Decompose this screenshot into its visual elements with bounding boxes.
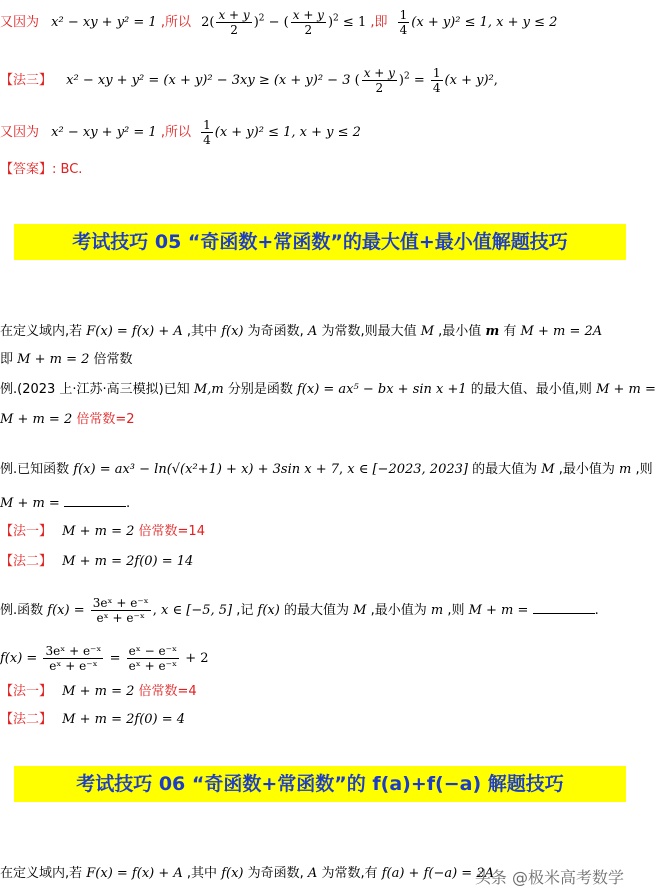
sol-den-1: eˣ + e⁻ˣ [49, 659, 98, 673]
constraint-expr: x² − xy + y² = 1 [51, 15, 157, 30]
text: 的最大值为 [283, 603, 349, 618]
method3-expr: x² − xy + y² = (x + y)² − 3xy ≥ (x + y)² − 3 [66, 73, 351, 88]
text: 分别是函数 [227, 382, 293, 397]
math-m: m [619, 462, 632, 477]
quarter-fraction: $\frac{1}{4}$ [399, 8, 408, 37]
math-F: F(x) = f(x) + A [86, 866, 183, 881]
body06-p1 [0, 864, 494, 884]
math-m: m [485, 324, 500, 339]
text: ,最小值 [438, 324, 482, 339]
ineq-rhs: ≤ 1 [342, 15, 367, 30]
math-A: A [307, 324, 318, 339]
example-3-method2 [0, 710, 185, 730]
math-eq: M + m = 2A [520, 324, 603, 339]
math-eq: f(a) + f(−a) = 2A [381, 866, 494, 881]
math-func: f(x) = ax⁵ − bx + sin x +1 [296, 382, 467, 397]
math-eq: M + m = 2f(0) = 14 [62, 554, 194, 569]
section-06-banner: 考试技巧 06 “奇函数+常函数”的 f(a)+f(−a) 解题技巧 [14, 766, 626, 802]
so-label: ,所以 [160, 15, 191, 30]
text: 即 [0, 352, 14, 367]
math-eq: M + m = 2 [0, 412, 73, 427]
math-A: A [307, 866, 318, 881]
text: ,则 [635, 462, 653, 477]
answer-blank [64, 494, 126, 507]
example-2: 例.已知函数 f(x) = ax³ − ln(√(x²+1) + x) + 3sin x + 7, x ∈ [−2023, 2023] 的最大值为 M ,最小值为 m ,则 [0, 462, 653, 477]
text: 在定义域内,若 [0, 324, 83, 339]
text: ,最小值为 [370, 603, 427, 618]
answer-label: 【答案】: [0, 162, 57, 177]
example-1 [0, 380, 656, 400]
text: 例.函数 [0, 603, 44, 618]
math-question: M + m = [0, 496, 60, 511]
equals: = [109, 651, 121, 666]
example-2-question: M + m = . [0, 496, 131, 511]
text: 例.(2023 上·江苏·高三模拟)已知 [0, 382, 190, 397]
result-expr-2: (x + y)² ≤ 1, x + y ≤ 2 [214, 125, 361, 140]
math-M: M [353, 603, 367, 618]
math-func: f(x) = ax³ − ln(√(x²+1) + x) + 3sin x + 7 [73, 462, 339, 477]
example-3-method1 [0, 682, 197, 702]
method1-label: 【法一】 [0, 684, 53, 699]
body05-p2 [0, 350, 133, 370]
math-f: f(x) [221, 324, 244, 339]
text: ,记 [236, 603, 254, 618]
text: 在定义域内,若 [0, 866, 83, 881]
math-eq: M + m = 2 [17, 352, 90, 367]
because-label: 又因为 [0, 15, 40, 30]
answer-blank [533, 601, 595, 614]
example-1-answer [0, 410, 135, 430]
text: 为常数,则最大值 [321, 324, 417, 339]
sol-num-2: eˣ − e⁻ˣ [128, 644, 178, 658]
ineq-expr: 2( $\frac{x + y}{2}$ )$^2$ − ( $\frac{x + y}{2}$ )$^2$ [201, 8, 339, 37]
method3-label: 【法三】 [0, 73, 53, 88]
ex3-fraction [91, 596, 151, 625]
text: ,其中 [186, 866, 218, 881]
math-eq: M + m = 2 [62, 524, 135, 539]
math-f: f(x) = [0, 651, 38, 666]
method-note: 倍常数=14 [138, 524, 205, 539]
math-question: M + m = [468, 603, 529, 618]
method3-frac: ( $\frac{x + y}{2}$ )$^2$ = $\frac{1}{4}$ [354, 66, 441, 95]
line-because-1 [0, 8, 557, 37]
math-f: f(x) = [47, 603, 85, 618]
text: ,最小值为 [558, 462, 615, 477]
line-because-2 [0, 118, 361, 147]
sol-den-2: eˣ + e⁻ˣ [128, 659, 178, 673]
body05-p1 [0, 322, 602, 342]
so-label-2: ,所以 [160, 125, 191, 140]
math-M: M [420, 324, 435, 339]
text: 例.已知函数 [0, 462, 70, 477]
answer-note: 倍常数=2 [76, 412, 135, 427]
text: ,则 [447, 603, 465, 618]
text: 有 [503, 324, 517, 339]
plus-two: + 2 [185, 651, 209, 666]
because-label-2: 又因为 [0, 125, 40, 140]
math-M: M [541, 462, 555, 477]
text: 的最大值、最小值,则 [470, 382, 592, 397]
section-05-banner: 考试技巧 05 “奇函数+常函数”的最大值+最小值解题技巧 [14, 224, 626, 260]
method1-label: 【法一】 [0, 524, 53, 539]
sol-num-1: 3eˣ + e⁻ˣ [45, 644, 102, 658]
example-2-method1 [0, 522, 205, 542]
method2-label: 【法二】 [0, 712, 53, 727]
math-question: M + m = [596, 382, 656, 397]
answer-value: BC. [60, 162, 83, 177]
text: 为常数,有 [321, 866, 378, 881]
sol-fraction-2 [127, 644, 179, 673]
math-eq: M + m = 2 [62, 684, 135, 699]
constraint-expr-2: x² − xy + y² = 1 [51, 125, 157, 140]
line-method3: 【法三】 x² − xy + y² = (x + y)² − 3xy ≥ (x + y)² − 3 ( $\frac{x + y}{2}$ )$^2$ = $\frac{1}{4}$ (x + y)², [0, 66, 498, 95]
math-f: f(x) [221, 866, 244, 881]
method2-label: 【法二】 [0, 554, 53, 569]
result-expr: (x + y)² ≤ 1, x + y ≤ 2 [411, 15, 558, 30]
text: 倍常数 [93, 352, 133, 367]
example-3: 例.函数 f(x) = $\frac{\text{3eˣ + e⁻ˣ}}{\text{eˣ + e⁻ˣ}}$ , x ∈ [−5, 5] ,记 f(x) 的最大值为 M ,最小值为 m ,则 M + m = . [0, 596, 599, 625]
text: 为奇函数, [247, 324, 304, 339]
quarter-fraction-2: $\frac{1}{4}$ [203, 118, 211, 147]
method3-tail: (x + y)² [444, 73, 494, 88]
math-domain: x ∈ [−2023, 2023] [347, 462, 468, 477]
sol-fraction-1 [43, 644, 103, 673]
then-label: ,即 [370, 15, 388, 30]
example-2-method2 [0, 552, 193, 572]
example-3-solution [0, 644, 209, 673]
math-F: F(x) = f(x) + A [86, 324, 183, 339]
method-note: 倍常数=4 [138, 684, 197, 699]
text: 为奇函数, [247, 866, 304, 881]
ex3-den: eˣ + e⁻ˣ [96, 611, 145, 625]
math-fx: f(x) [257, 603, 280, 618]
watermark: 头条 @极米高考数学 [474, 868, 624, 887]
math-domain: x ∈ [−5, 5] [161, 603, 233, 618]
text: 的最大值为 [472, 462, 538, 477]
math-eq: M + m = 2f(0) = 4 [62, 712, 186, 727]
ex3-num: 3eˣ + e⁻ˣ [92, 596, 149, 610]
answer-line [0, 160, 82, 180]
math-Mm: M,m [193, 382, 224, 397]
text: ,其中 [186, 324, 218, 339]
math-m: m [430, 603, 444, 618]
